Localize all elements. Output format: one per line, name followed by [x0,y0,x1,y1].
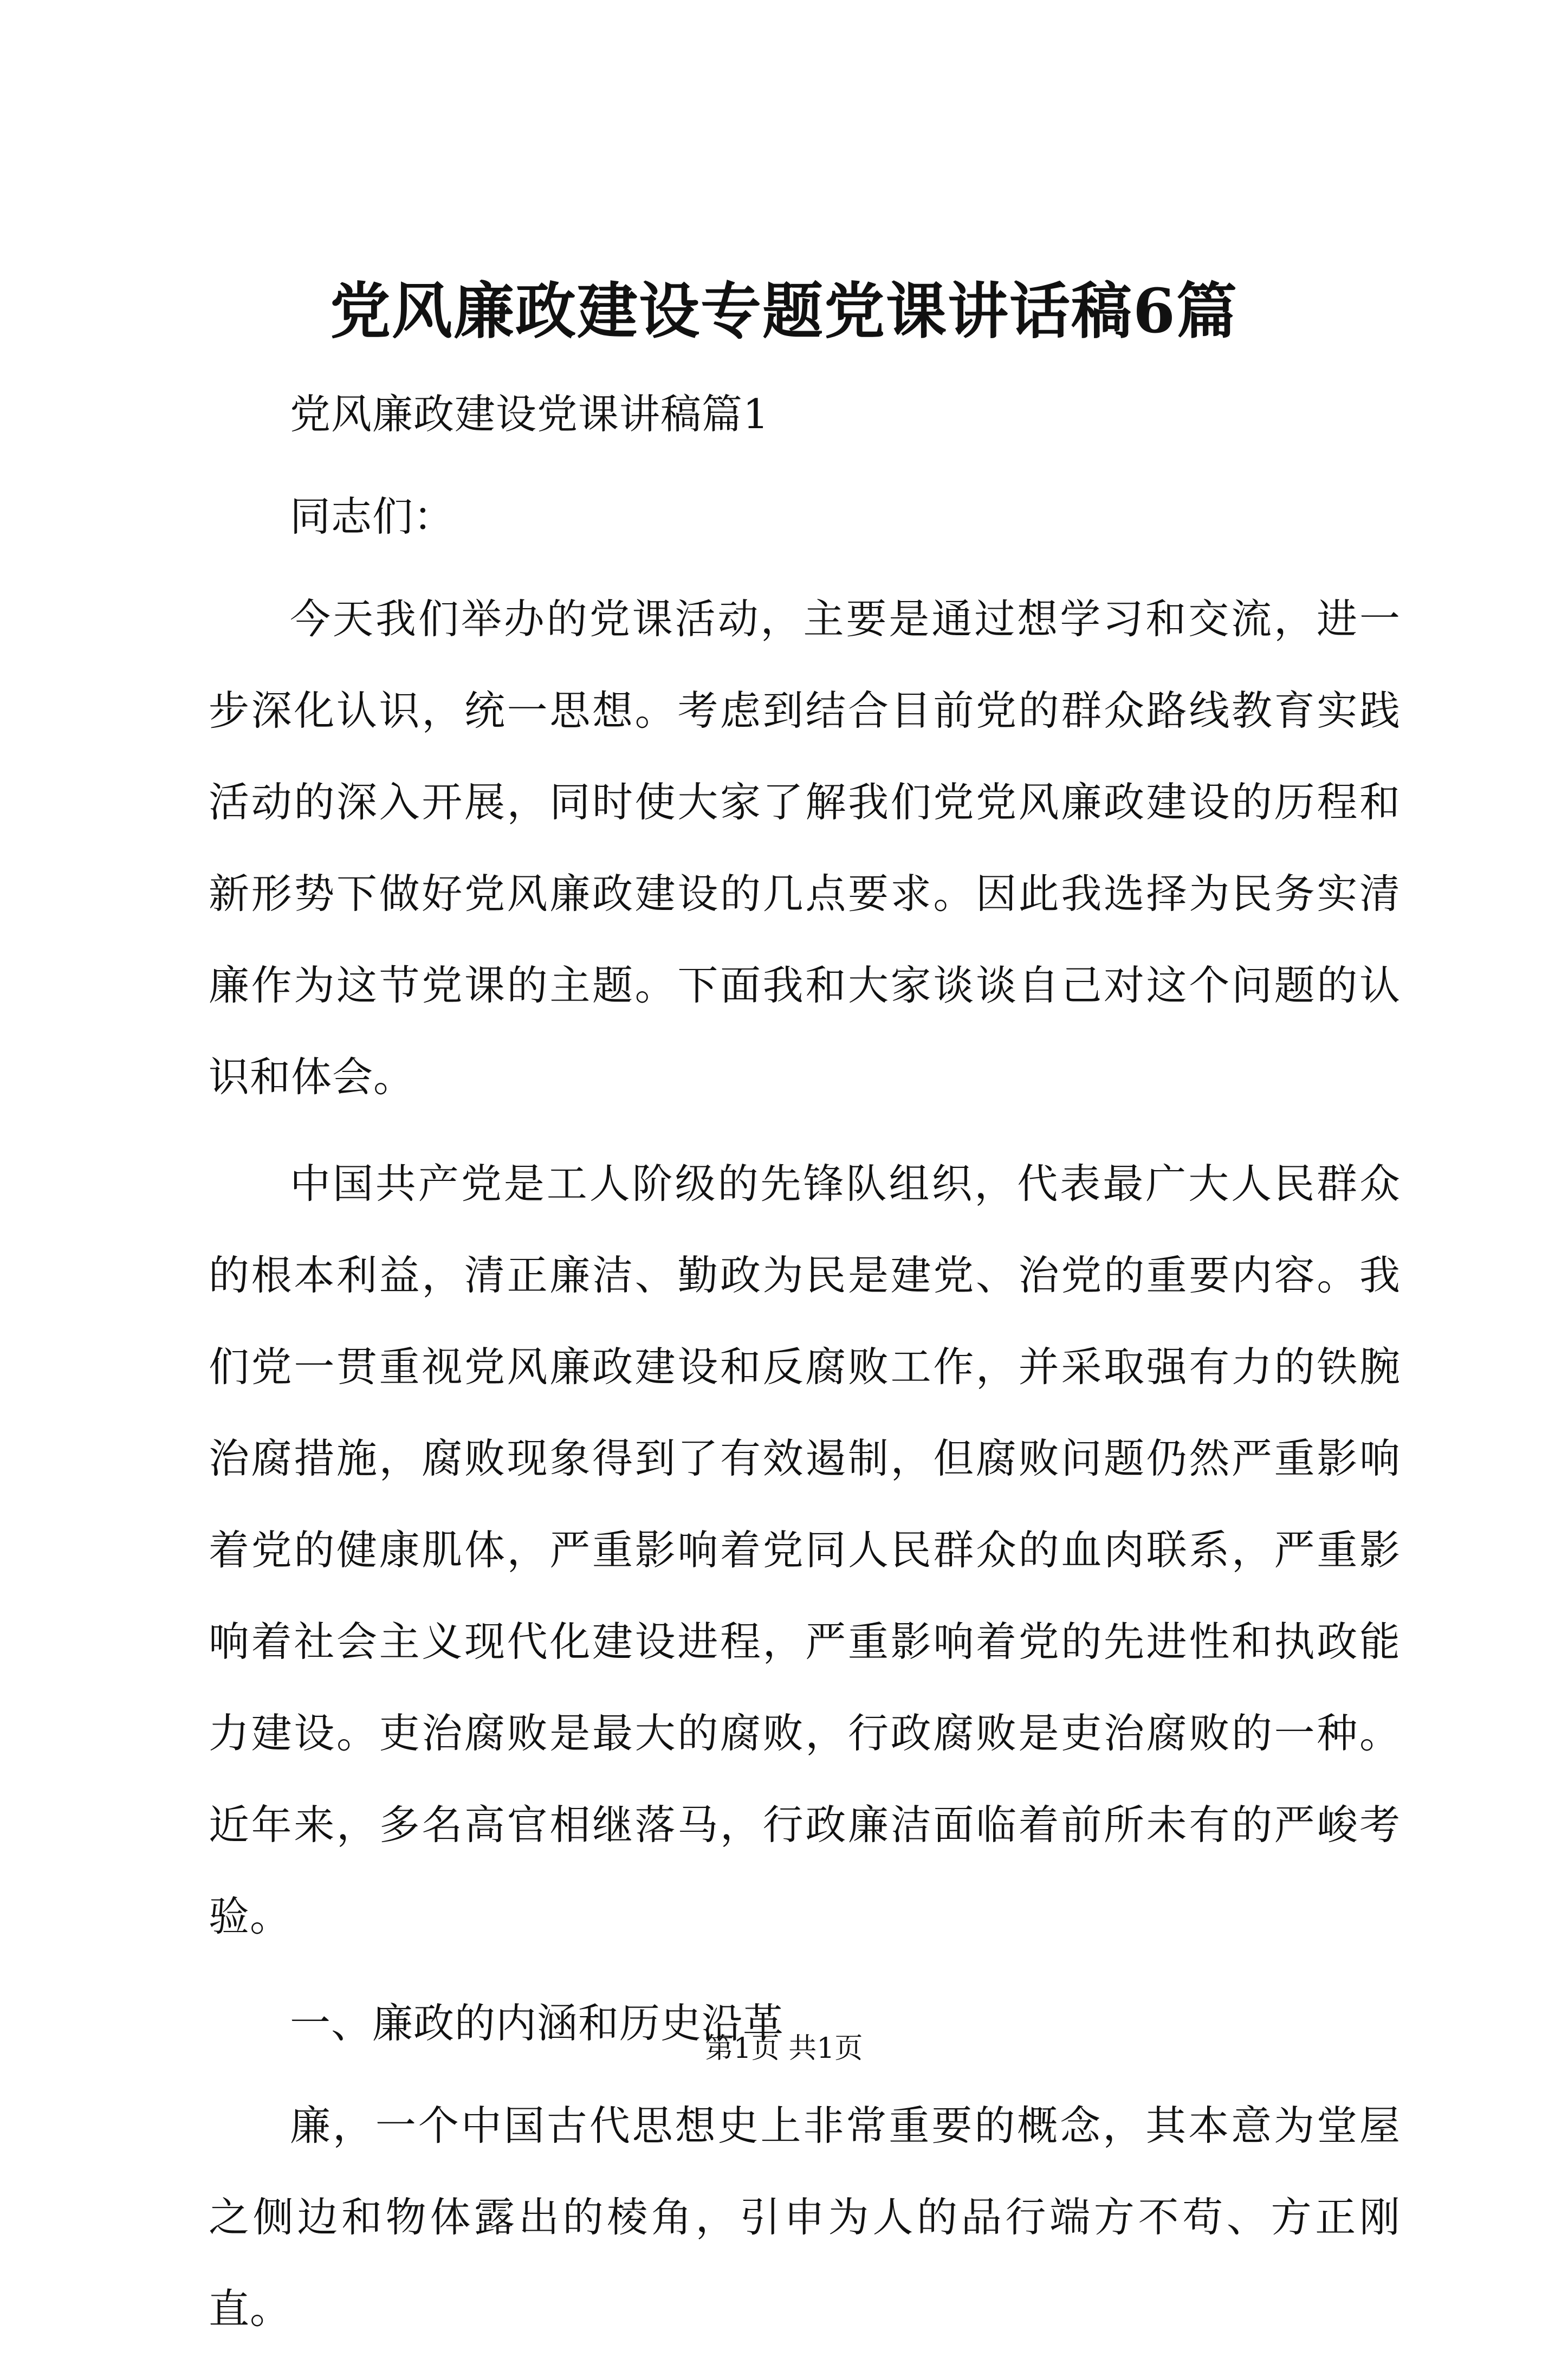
paragraph: 中国共产党是工人阶级的先锋队组织，代表最广大人民群众的根本利益，清正廉洁、勤政为民是建党、治党的重要内容。我们党一贯重视党风廉政建设和反腐败工作，并采取强有力的铁腕治腐措施，腐败现象得到了有效遏制，但腐败问题仍然严重影响着党的健康肌体，严重影响着党同人民群众的血肉联系，严重影响着社会主义现代化建设进程，严重影响着党的先进性和执政能力建设。吏治腐败是最大的腐败，行政腐败是吏治腐败的一种。近年来，多名高官相继落马，行政廉洁面临着前所未有的严峻考验。 [209,1160,1401,1940]
section-heading: 党风廉政建设党课讲稿篇1 [290,390,769,438]
salutation: 同志们： [290,493,455,540]
page-footer: 第1页 共1页 [705,2032,863,2065]
document-title: 党风廉政建设专题党课讲话稿6篇 [330,276,1238,347]
paragraph: 今天我们举办的党课活动，主要是通过想学习和交流，进一步深化认识，统一思想。考虑到结合目前党的群众路线教育实践活动的深入开展，同时使大家了解我们党党风廉政建设的历程和新形势下做好党风廉政建设的几点要求。因此我选择为民务实清廉作为这节党课的主题。下面我和大家谈谈自己对这个问题的认识和体会。 [209,595,1401,1101]
section-heading: 一、廉政的内涵和历史沿革 [290,1999,785,2047]
paragraph: 廉，一个中国古代思想史上非常重要的概念，其本意为堂屋之侧边和物体露出的棱角，引申为人的品行端方不苟、方正刚直。 [209,2102,1401,2333]
